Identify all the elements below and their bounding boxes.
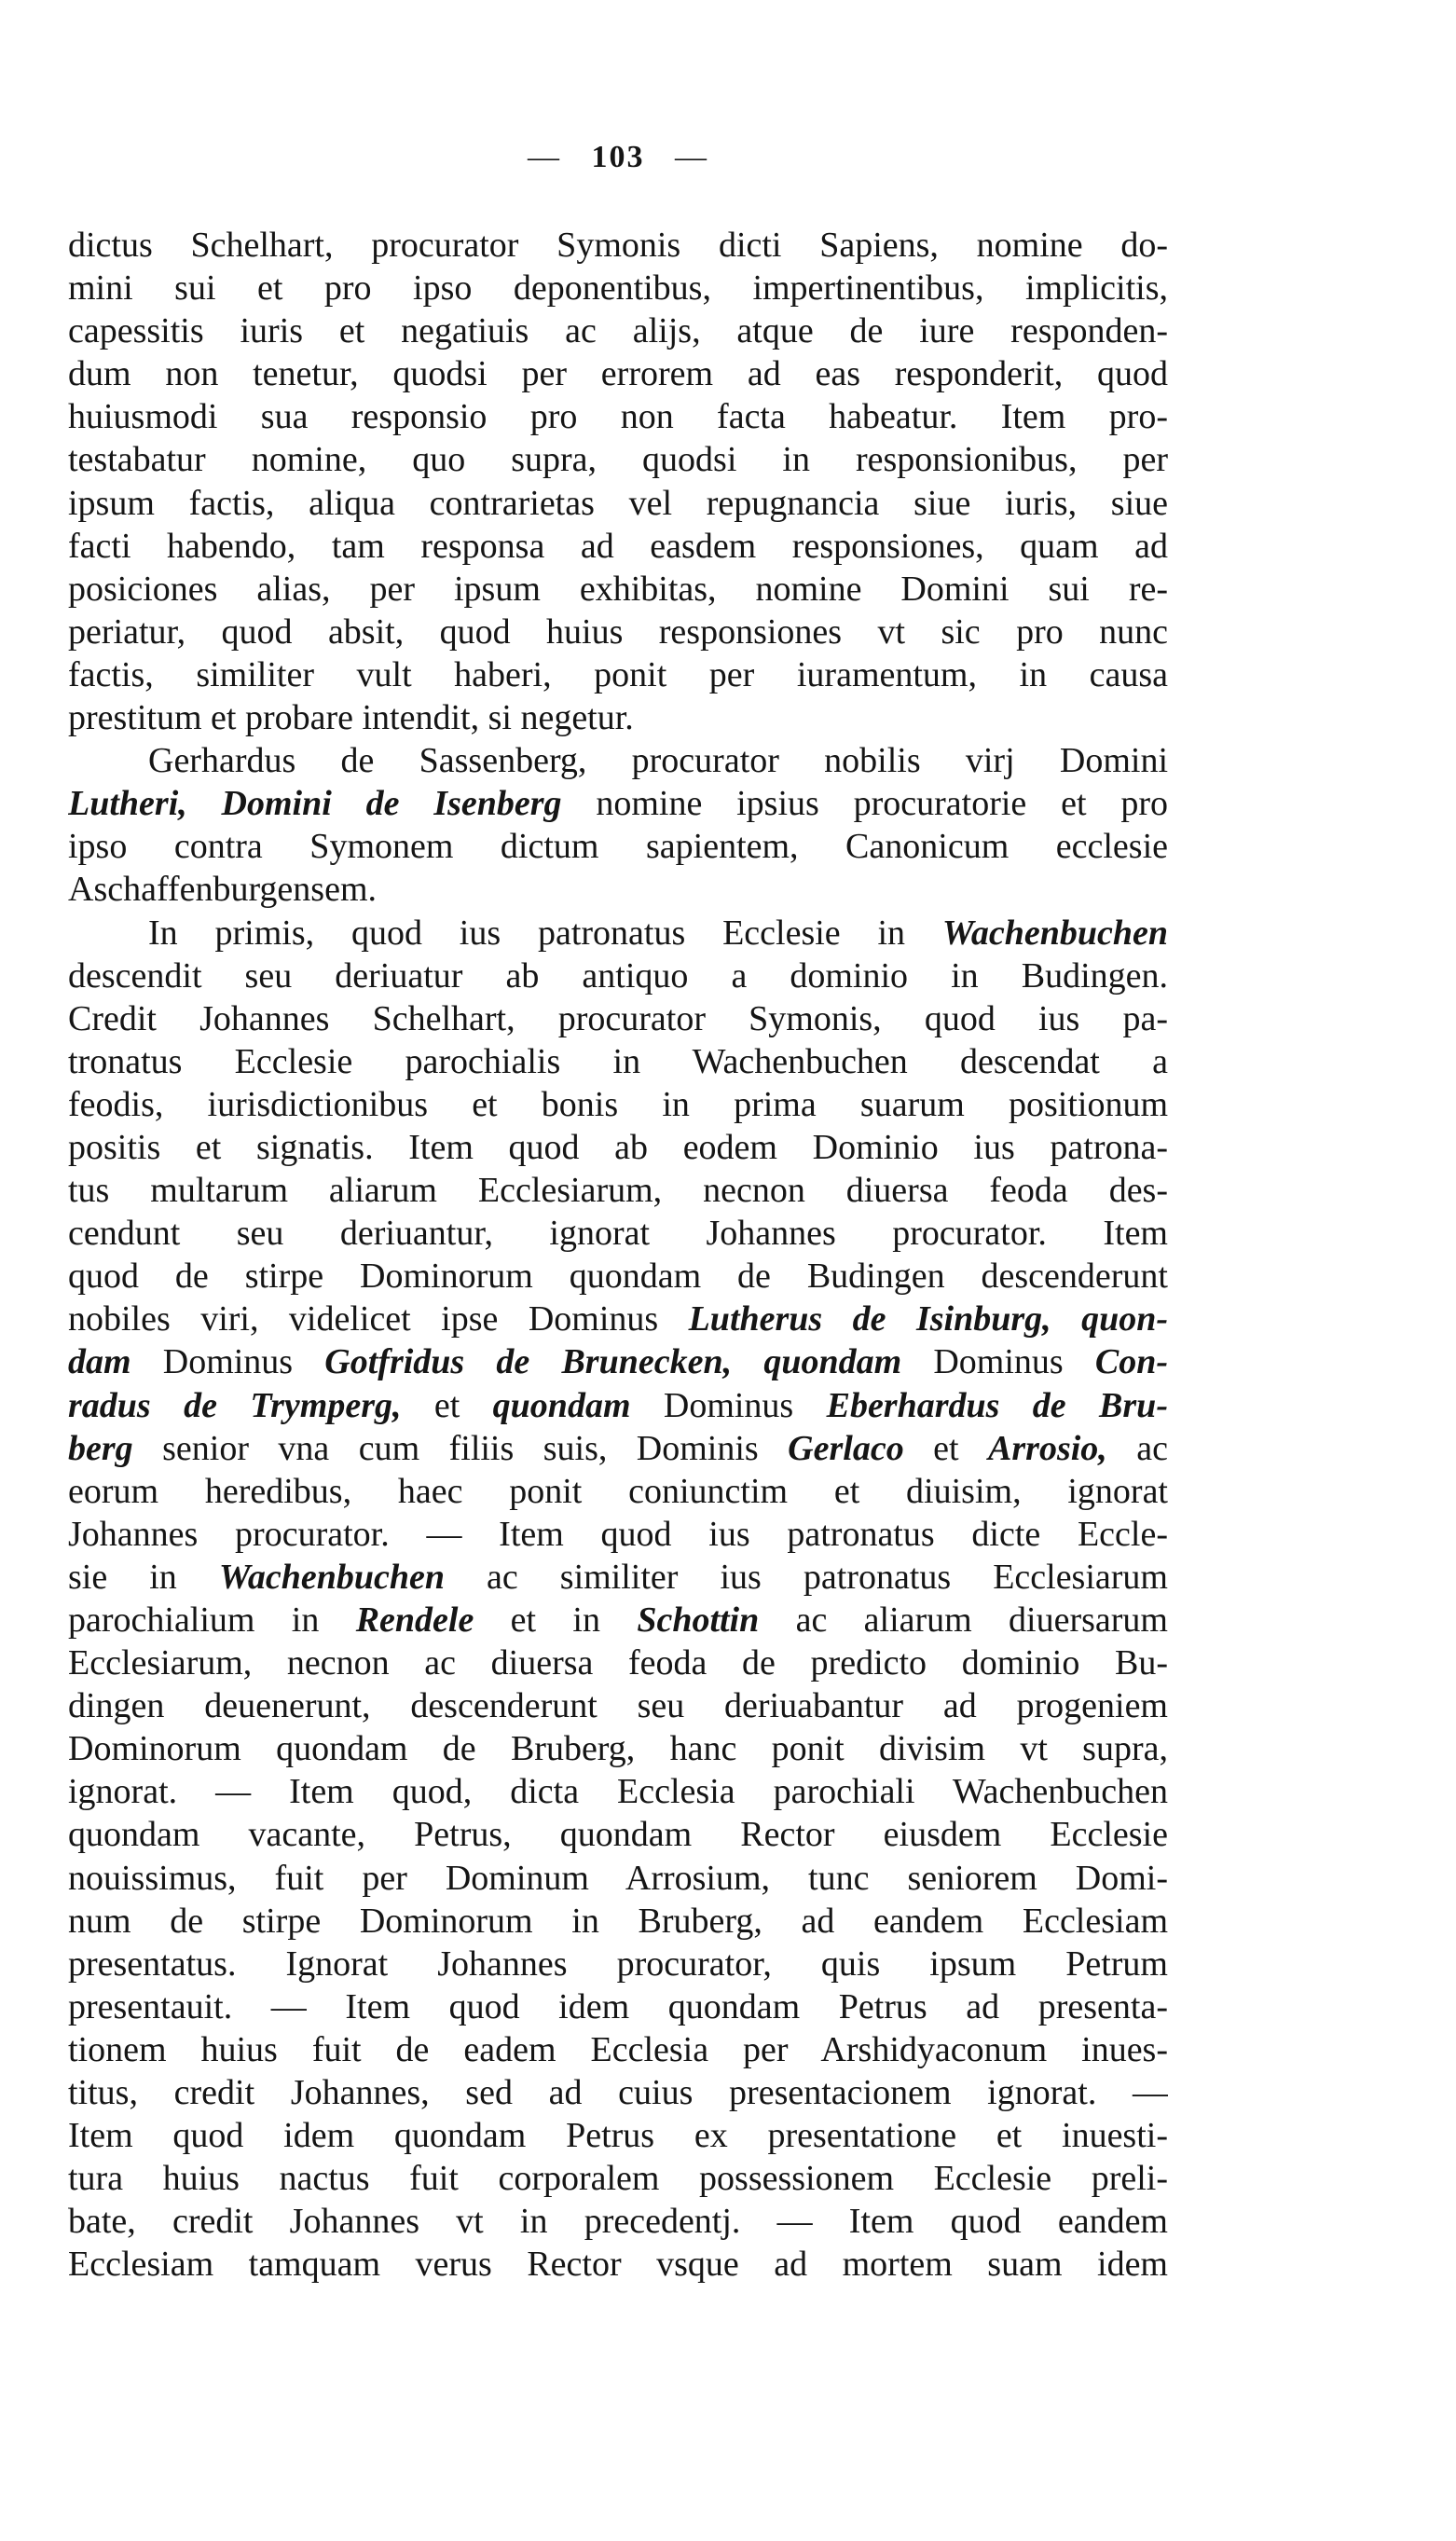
text-line: Item quod idem quondam Petrus ex presentatione et inuesti-	[68, 2116, 1168, 2156]
text-line: titus, credit Johannes, sed ad cuius presentacionem ignorat. —	[68, 2073, 1168, 2113]
text-line: parochialium in Rendele et in Schottin ac aliarum diuersarum	[68, 1600, 1168, 1640]
text-line: Lutheri, Domini de Isenberg nomine ipsius procuratorie et pro	[68, 784, 1168, 824]
text-line: In primis, quod ius patronatus Ecclesie in Wachenbuchen	[148, 913, 1168, 953]
text-line: bate, credit Johannes vt in precedentj. — Item quod eandem	[68, 2202, 1168, 2242]
text-line: ignorat. — Item quod, dicta Ecclesia parochiali Wachenbuchen	[68, 1772, 1168, 1812]
text-line: tionem huius fuit de eadem Ecclesia per Arshidyaconum inues-	[68, 2029, 1168, 2069]
text-line: feodis, iurisdictionibus et bonis in prima suarum positionum	[68, 1084, 1168, 1124]
text-line: Ecclesiarum, necnon ac diuersa feoda de predicto dominio Bu-	[68, 1643, 1168, 1683]
text-line: prestitum et probare intendit, si negetur.	[68, 698, 634, 738]
page-number: 103	[591, 140, 645, 174]
text-line: nouissimus, fuit per Dominum Arrosium, tunc seniorem Domi-	[68, 1858, 1168, 1898]
text-line: dum non tenetur, quodsi per errorem ad eas responderit, quod	[68, 354, 1168, 394]
text-line: Aschaffenburgensem.	[68, 870, 377, 910]
text-line: Johannes procurator. — Item quod ius patronatus dicte Eccle-	[68, 1514, 1168, 1554]
text-line: ipso contra Symonem dictum sapientem, Canonicum ecclesie	[68, 827, 1168, 867]
text-line: num de stirpe Dominorum in Bruberg, ad eandem Ecclesiam	[68, 1901, 1168, 1941]
text-line: presentatus. Ignorat Johannes procurator, quis ipsum Petrum	[68, 1944, 1168, 1984]
text-line: Dominorum quondam de Bruberg, hanc ponit divisim vt supra,	[68, 1729, 1168, 1769]
text-line: sie in Wachenbuchen ac similiter ius patronatus Ecclesiarum	[68, 1557, 1168, 1597]
header-dash-left: —	[528, 140, 561, 174]
text-line: quondam vacante, Petrus, quondam Rector eiusdem Ecclesie	[68, 1815, 1168, 1855]
text-line: Credit Johannes Schelhart, procurator Symonis, quod ius pa-	[68, 998, 1168, 1038]
text-line: tronatus Ecclesie parochialis in Wachenbuchen descendat a	[68, 1041, 1168, 1081]
text-line: mini sui et pro ipso deponentibus, impertinentibus, implicitis,	[68, 268, 1168, 309]
body-text	[68, 224, 1168, 2287]
text-line: capessitis iuris et negatiuis ac alijs, atque de iure responden-	[68, 311, 1168, 351]
text-line: dictus Schelhart, procurator Symonis dicti Sapiens, nomine do-	[68, 226, 1168, 265]
text-line: facti habendo, tam responsa ad easdem responsiones, quam ad	[68, 526, 1168, 566]
text-line: radus de Trymperg, et quondam Dominus Eberhardus de Bru-	[68, 1385, 1168, 1425]
page-header	[68, 140, 1168, 175]
text-line: descendit seu deriuatur ab antiquo a dominio in Budingen.	[68, 955, 1168, 996]
book-page	[68, 140, 1168, 2287]
text-line: huiusmodi sua responsio pro non facta habeatur. Item pro-	[68, 397, 1168, 437]
text-line: ipsum factis, aliqua contrarietas vel repugnancia siue iuris, siue	[68, 483, 1168, 523]
text-line: factis, similiter vult haberi, ponit per iuramentum, in causa	[68, 654, 1168, 694]
text-line: tura huius nactus fuit corporalem possessionem Ecclesie preli-	[68, 2159, 1168, 2199]
text-line: testabatur nomine, quo supra, quodsi in responsionibus, per	[68, 440, 1168, 480]
text-line: tus multarum aliarum Ecclesiarum, necnon diuersa feoda des-	[68, 1171, 1168, 1211]
text-line: posiciones alias, per ipsum exhibitas, nomine Domini sui re-	[68, 569, 1168, 609]
text-line: cendunt seu deriuantur, ignorat Johannes procurator. Item	[68, 1214, 1168, 1254]
header-dash-right: —	[675, 140, 708, 174]
text-line: eorum heredibus, haec ponit coniunctim et diuisim, ignorat	[68, 1471, 1168, 1511]
text-line: periatur, quod absit, quod huius responsiones vt sic pro nunc	[68, 611, 1168, 652]
text-line: quod de stirpe Dominorum quondam de Budingen descenderunt	[68, 1257, 1168, 1297]
text-line: Ecclesiam tamquam verus Rector vsque ad mortem suam idem	[68, 2245, 1168, 2285]
text-line: dingen deuenerunt, descenderunt seu deriuabantur ad progeniem	[68, 1686, 1168, 1726]
text-line: positis et signatis. Item quod ab eodem Dominio ius patrona-	[68, 1127, 1168, 1167]
text-line: nobiles viri, videlicet ipse Dominus Lutherus de Isinburg, quon-	[68, 1299, 1168, 1339]
text-line: dam Dominus Gotfridus de Brunecken, quondam Dominus Con-	[68, 1342, 1168, 1382]
text-line: presentauit. — Item quod idem quondam Petrus ad presenta-	[68, 1986, 1168, 2026]
text-line: berg senior vna cum filiis suis, Dominis Gerlaco et Arrosio, ac	[68, 1428, 1168, 1468]
text-line: Gerhardus de Sassenberg, procurator nobilis virj Domini	[148, 741, 1168, 781]
